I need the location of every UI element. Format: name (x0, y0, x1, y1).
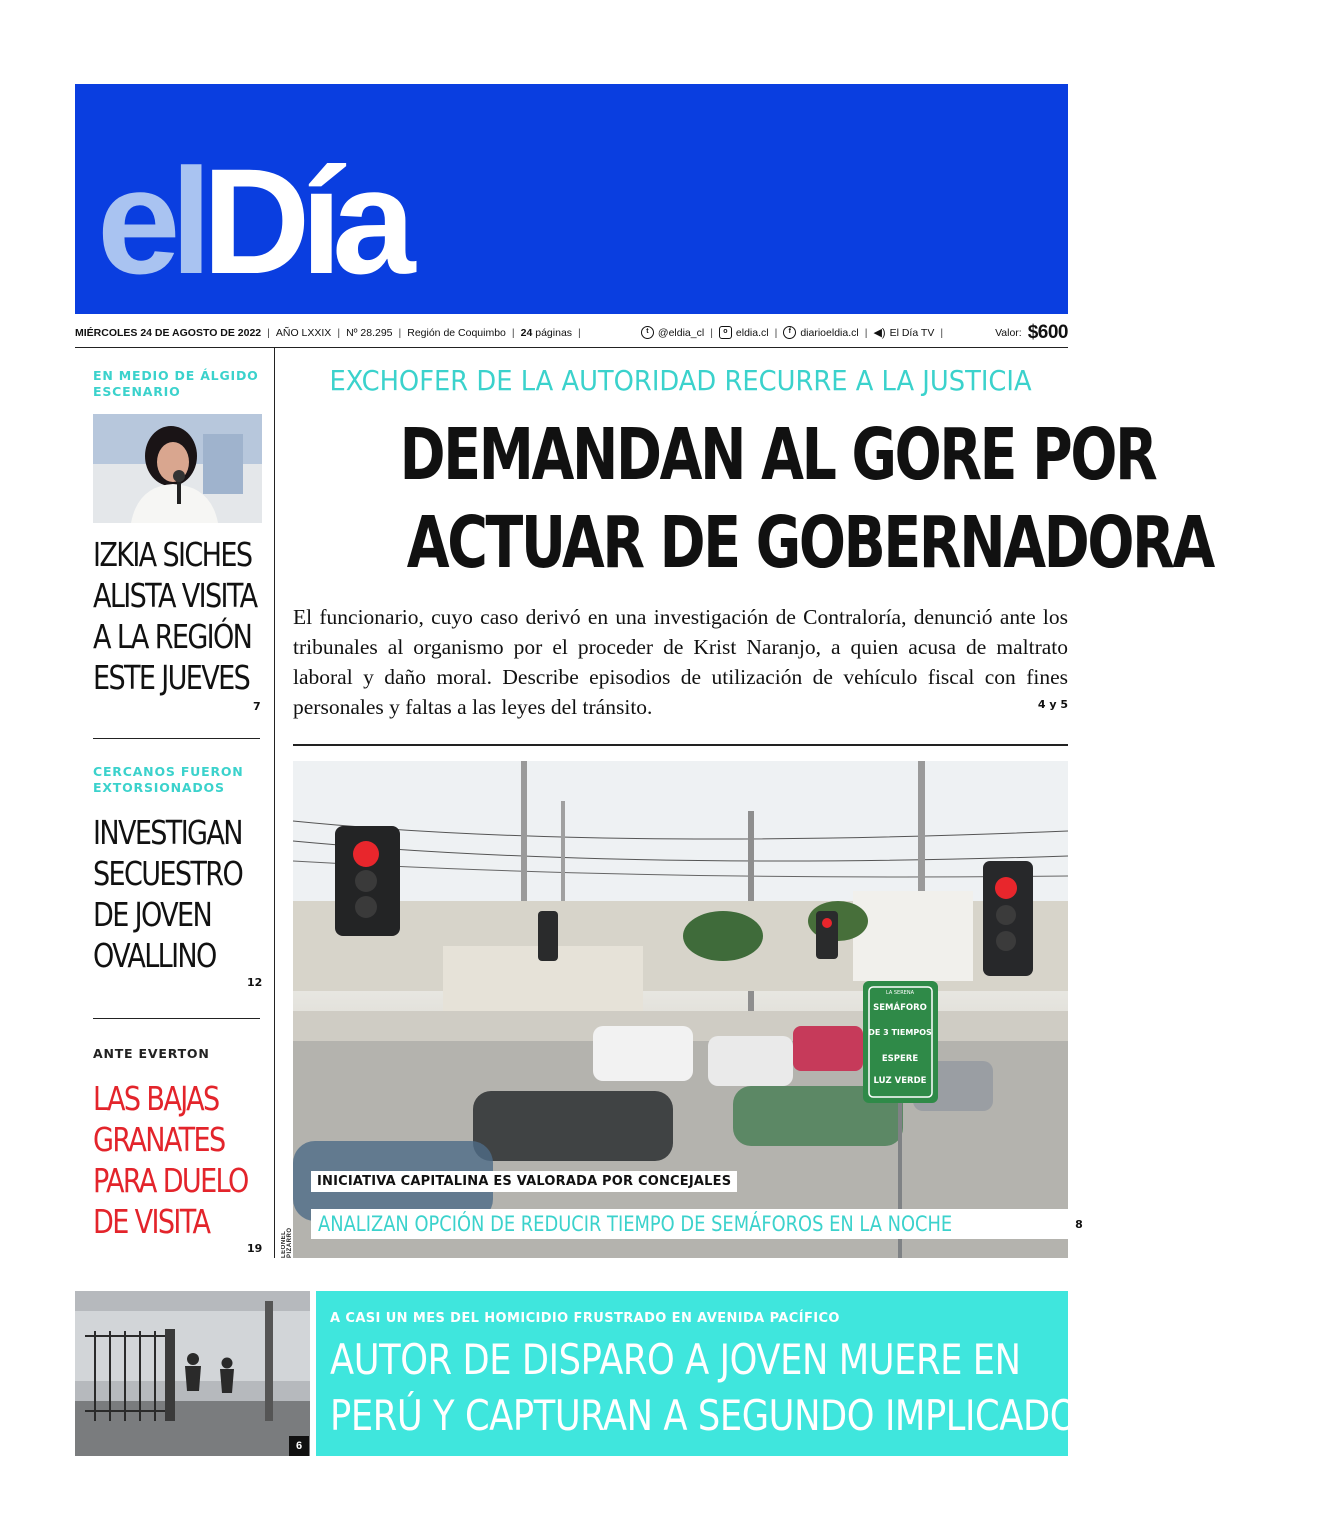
masthead (75, 84, 1068, 314)
sign-line: DE 3 TIEMPOS (868, 1028, 932, 1037)
story-headline-line: LAS BAJAS (93, 1079, 219, 1118)
story-headline-line: SECUESTRO (93, 854, 243, 893)
photo-story-page: 8 (1075, 1217, 1083, 1231)
price-label: Valor: (995, 326, 1022, 339)
price: $600 (1027, 321, 1068, 343)
issue-number: Nº 28.295 (346, 326, 393, 339)
divider (93, 738, 260, 739)
story-headline-line: ALISTA VISITA (93, 576, 257, 615)
sign-top-text: LA SERENA (885, 990, 915, 996)
story-page-number: 19 (247, 1242, 263, 1255)
divider (93, 1018, 260, 1019)
issue-region: Región de Coquimbo (407, 326, 506, 339)
twitter-icon: t (641, 326, 654, 339)
el-dia-logo[interactable] (97, 137, 406, 305)
sidebar (75, 348, 275, 1258)
bottom-page-number: 6 (289, 1436, 309, 1456)
photo-caption-headline: ANALIZAN OPCIÓN DE REDUCIR TIEMPO DE SEMÁFOROS EN LA NOCHE 8 (311, 1209, 1090, 1239)
lead-headline-line: DEMANDAN AL GORE POR (399, 413, 1156, 496)
traffic-lights-photo-story[interactable] (293, 761, 1083, 1258)
story-headline-line: GRANATES (93, 1120, 225, 1159)
instagram-handle: eldia.cl (735, 326, 769, 339)
lead-kicker: EXCHOFER DE LA AUTORIDAD RECURRE A LA JUSTICIA (329, 364, 1032, 397)
lead-page-ref: 4 y 5 (1037, 698, 1068, 711)
facebook-link[interactable] (783, 326, 858, 339)
sign-line: ESPERE (881, 1054, 919, 1064)
facebook-icon: f (783, 326, 796, 339)
photo-credit: LEONEL PIZARRO (281, 1227, 293, 1258)
bottom-kicker: A CASI UN MES DEL HOMICIDIO FRUSTRADO EN AVENIDA PACÍFICO (330, 1311, 840, 1326)
logo-el: el (97, 137, 203, 305)
story-page-number: 12 (247, 976, 263, 989)
issue-year: AÑO LXXIX (275, 326, 332, 339)
info-bar: MIÉRCOLES 24 DE AGOSTO DE 2022 | AÑO LXXIX | Nº 28.295 | Región de Coquimbo | 24 páginas | t @eldia_cl | o eldia.cl | f diarioeldia.cl | ◀) El Día TV | Valor: $600 (75, 318, 1068, 348)
bottom-headline-line: AUTOR DE DISPARO A JOVEN MUERE EN (330, 1335, 1021, 1384)
story-headline-line: A LA REGIÓN (93, 617, 252, 656)
speaker-icon: ◀) (873, 327, 886, 339)
divider (293, 744, 1068, 746)
lead-deck: El funcionario, cuyo caso derivó en una investigación de Contraloría, denunció ante los tribunales al organismo por el proceder de Krist Naranjo, a quien acusa de maltrato laboral y daño moral. Describe episodios de utilización de vehículo fiscal con fines personales y faltas a las leyes del tránsito. (293, 605, 1068, 719)
issue-date: MIÉRCOLES 24 DE AGOSTO DE 2022 (75, 326, 262, 339)
sign-line: SEMÁFORO (873, 1003, 927, 1013)
story-headline-line: PARA DUELO (93, 1161, 248, 1200)
bottom-story[interactable] (316, 1291, 1078, 1456)
story-headline-line: DE VISITA (93, 1202, 210, 1241)
story-headline-line: IZKIA SICHES (93, 535, 252, 574)
logo-dia: Día (202, 137, 406, 305)
story-headline-line: ESTE JUEVES (93, 658, 250, 697)
story-kicker: EN MEDIO DE ÁLGIDO ESCENARIO (93, 368, 259, 399)
photo-caption-label: INICIATIVA CAPITALINA ES VALORADA POR CONCEJALES (311, 1171, 737, 1192)
lead-headline-line: ACTUAR DE GOBERNADORA (406, 501, 1213, 584)
facebook-handle: diarioeldia.cl (800, 326, 859, 339)
twitter-link[interactable] (641, 326, 704, 339)
cctv-photo (75, 1291, 310, 1456)
twitter-handle: @eldia_cl (657, 326, 705, 339)
story-kicker: ANTE EVERTON (93, 1046, 210, 1061)
story-headline-line: DE JOVEN (93, 895, 212, 934)
sign-line: LUZ VERDE (873, 1076, 927, 1086)
story-headline-line: INVESTIGAN (93, 813, 242, 852)
page-count-label: páginas (535, 326, 573, 339)
izkia-siches-photo (93, 414, 262, 523)
page-count: 24 (520, 326, 533, 339)
bottom-headline-line: PERÚ Y CAPTURAN A SEGUNDO IMPLICADO (330, 1391, 1078, 1440)
instagram-icon: o (719, 326, 732, 339)
tv-link[interactable] (873, 326, 934, 339)
instagram-link[interactable] (719, 326, 769, 339)
tv-label: El Día TV (889, 326, 935, 339)
story-kicker: CERCANOS FUERON EXTORSIONADOS (93, 764, 244, 795)
story-headline-line: OVALLINO (93, 936, 216, 975)
story-page-number: 7 (253, 700, 261, 713)
